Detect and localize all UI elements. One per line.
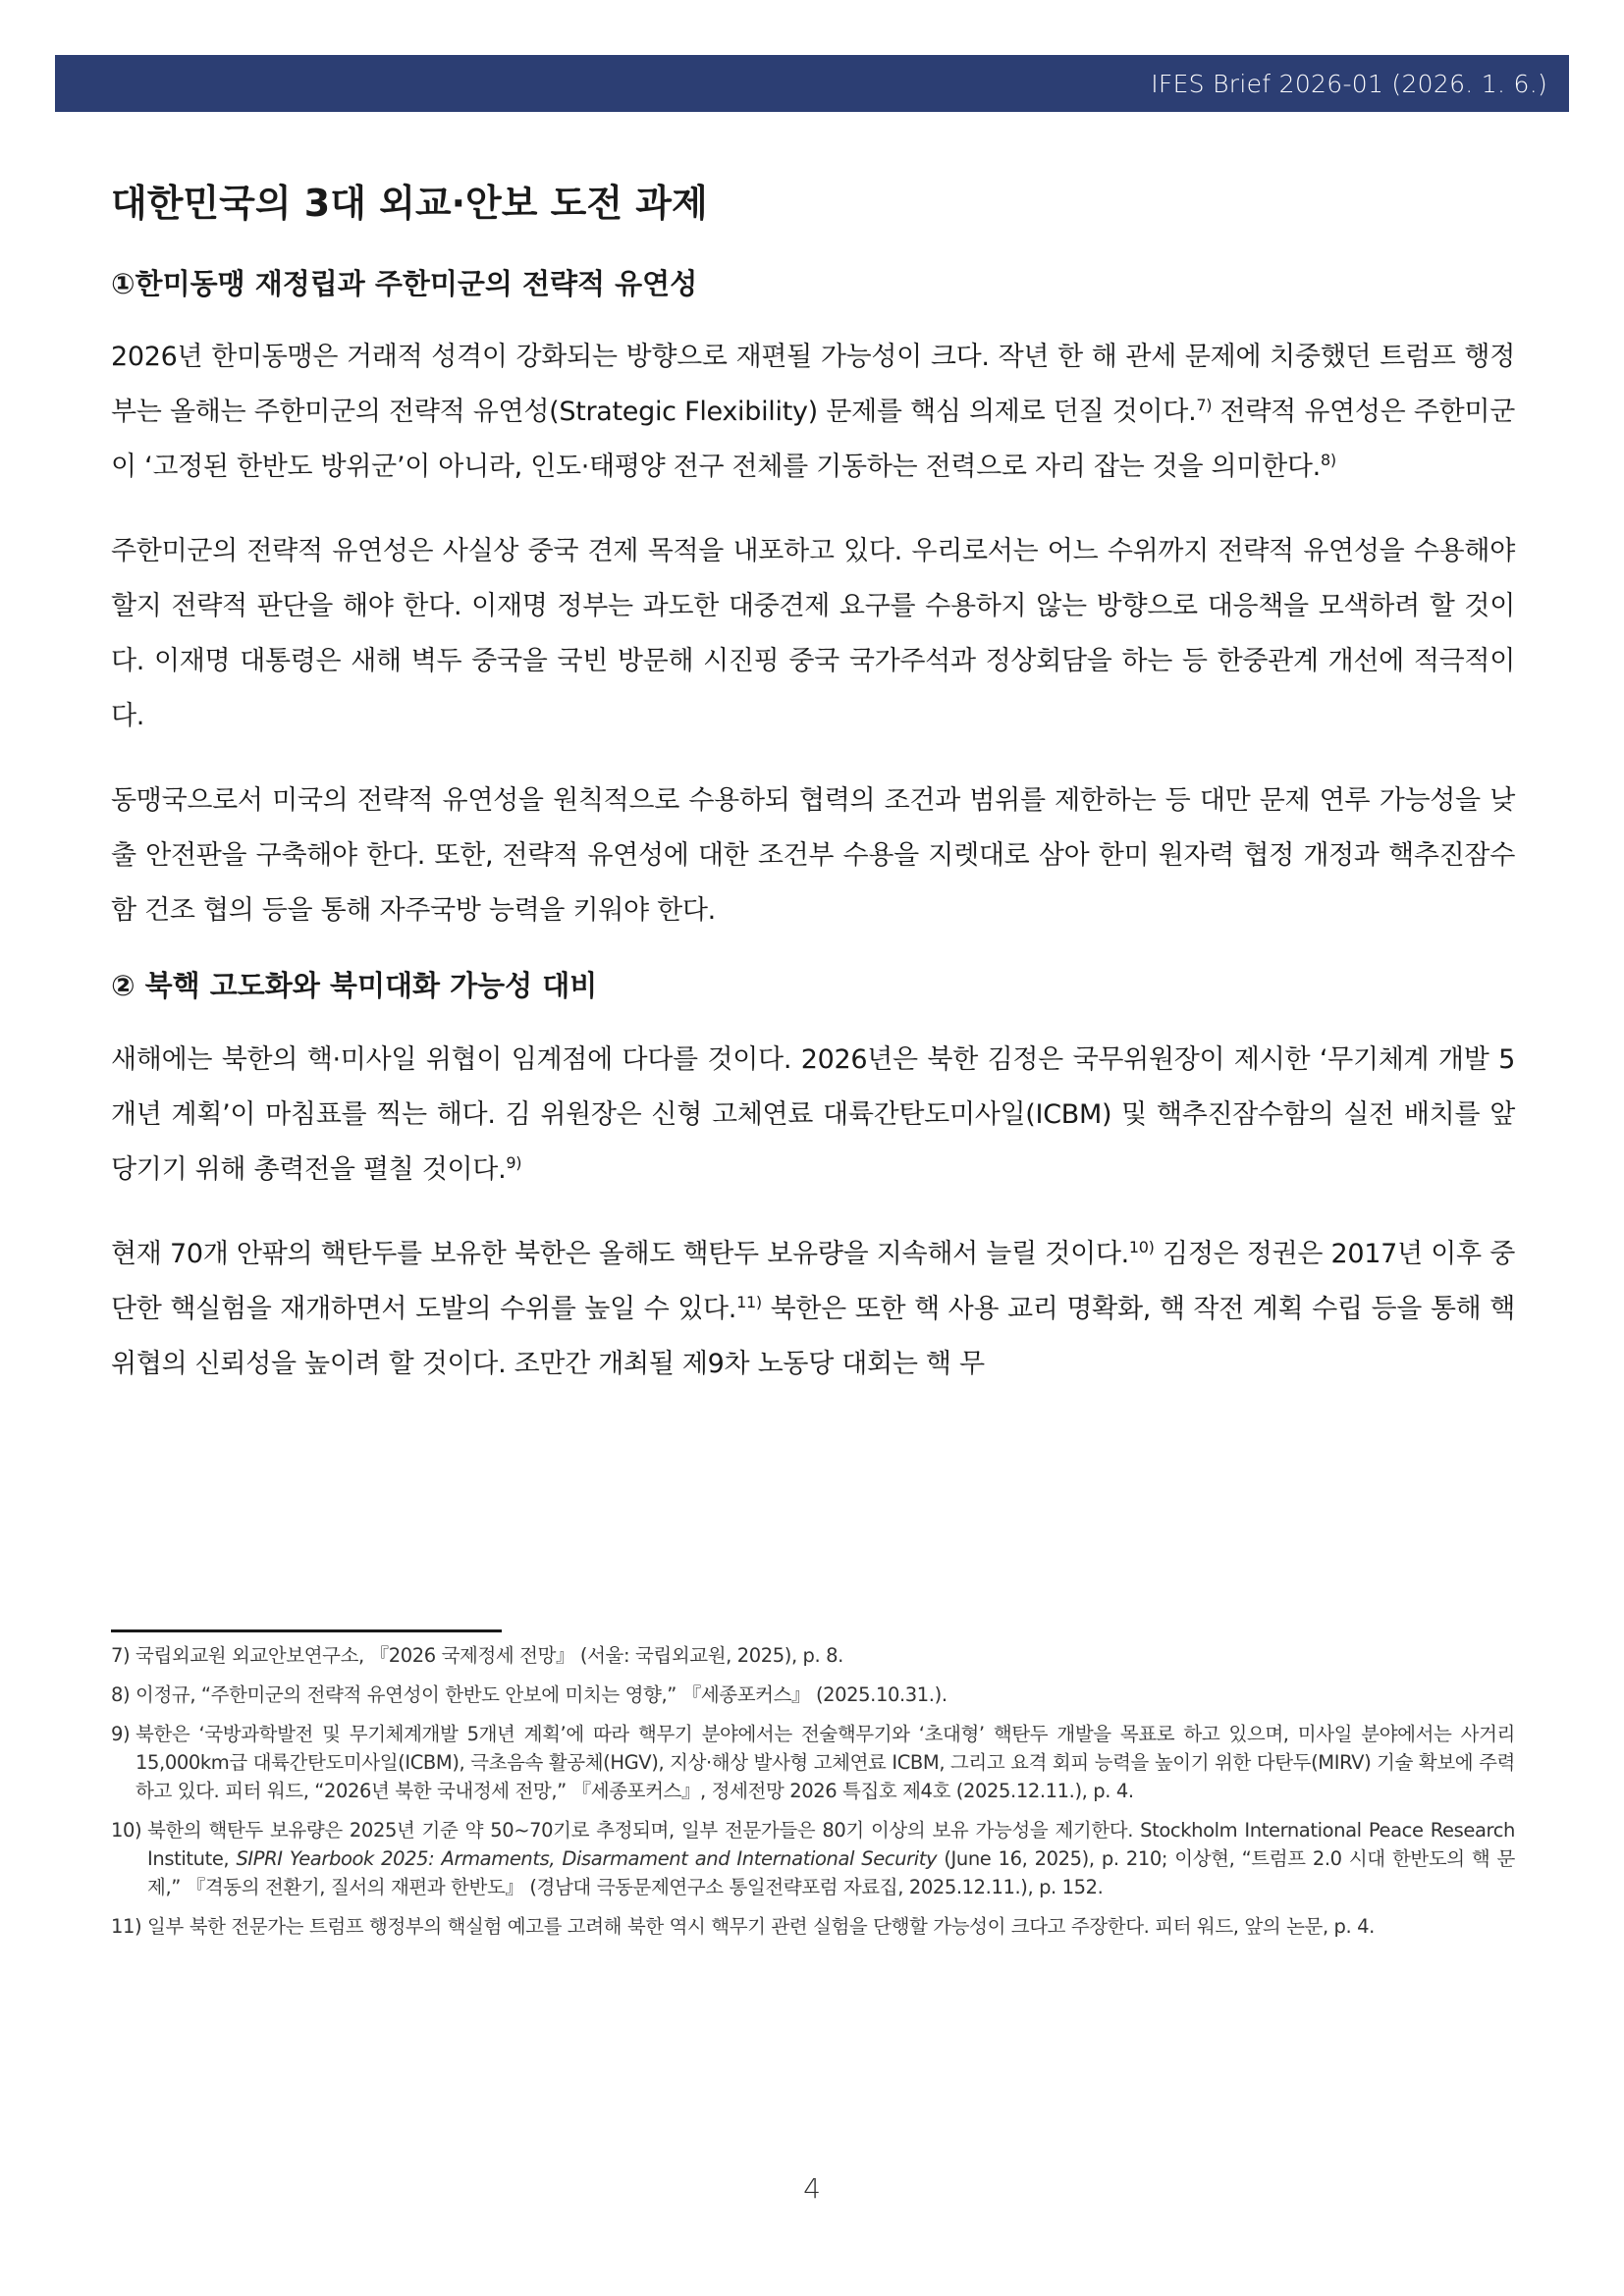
paragraph-text: 전략적 유연성은 주한미군이 ‘고정된 한반도 방위군’이 아니라, 인도·태평양 전구 전체를 기동하는 전력으로 자리 잡는 것을 의미한다. <box>111 397 1515 483</box>
page-heading: 대한민국의 3대 외교·안보 도전 과제 <box>111 182 708 225</box>
footnote-text-part: (June 16, 2025), p. 210; 이상현, “트럼프 2.0 시대 한반도의 핵 문제,” 『격동의 전환기, 질서의 재편과 한반도』 (경남대 극동문제연구소 통일전략포럼 자료집, 2025.12.11.), p. 152. <box>147 1847 1515 1898</box>
footnote-book-title: SIPRI Yearbook 2025: Armaments, Disarmament and International Security <box>236 1847 938 1870</box>
footnote-9 <box>111 1720 1515 1805</box>
header-bar <box>55 55 1569 112</box>
page-number: 4 <box>803 2172 821 2205</box>
footnote-ref: 8) <box>1320 451 1336 470</box>
paragraph: 주한미군의 전략적 유연성은 사실상 중국 견제 목적을 내포하고 있다. 우리로서는 어느 수위까지 전략적 유연성을 수용해야 할지 전략적 판단을 해야 한다. 이재명 정부는 과도한 대중견제 요구를 수용하지 않는 방향으로 대응책을 모색하려 할 것이다. 이재명 대통령은 새해 벽두 중국을 국빈 방문해 시진핑 중국 국가주석과 정상회담을 하는 등 한중관계 개선에 적극적이다. <box>111 536 1515 732</box>
footnote-number: 7) <box>111 1644 136 1667</box>
paragraph-text: 현재 70개 안팎의 핵탄두를 보유한 북한은 올해도 핵탄두 보유량을 지속해서 늘릴 것이다. <box>111 1238 1129 1269</box>
section-heading-alliance: ①한미동맹 재정립과 주한미군의 전략적 유연성 <box>111 266 698 300</box>
paragraph <box>111 330 1515 495</box>
footnote-8 <box>111 1681 1515 1709</box>
footnote-11 <box>111 1912 1515 1941</box>
brief-title: IFES Brief 2026-01 (2026. 1. 6.) <box>1151 69 1547 98</box>
footnote-number: 10) <box>111 1819 148 1842</box>
footnote-ref: 11) <box>736 1292 762 1311</box>
paragraph-text: 김정은 정권은 2017년 이후 중단한 핵실험을 재개하면서 도발의 수위를 높일 수 있다. <box>111 1238 1516 1324</box>
footnote-text <box>147 1816 1515 1901</box>
footnote-text: 국립외교원 외교안보연구소, 『2026 국제정세 전망』 (서울: 국립외교원, 2025), p. 8. <box>135 1644 843 1667</box>
footnote-text: 일부 북한 전문가는 트럼프 행정부의 핵실험 예고를 고려해 북한 역시 핵무기 관련 실험을 단행할 가능성이 크다고 주장한다. 피터 워드, 앞의 논문, p. 4. <box>147 1915 1375 1938</box>
paragraph: 동맹국으로서 미국의 전략적 유연성을 원칙적으로 수용하되 협력의 조건과 범위를 제한하는 등 대만 문제 연루 가능성을 낮출 안전판을 구축해야 한다. 또한, 전략적 유연성에 대한 조건부 수용을 지렛대로 삼아 한미 원자력 협정 개정과 핵추진잠수함 건조 협의 등을 통해 자주국방 능력을 키워야 한다. <box>111 785 1515 927</box>
paragraph-text: 북한은 또한 핵 사용 교리 명확화, 핵 작전 계획 수립 등을 통해 핵 위협의 신뢰성을 높이려 할 것이다. 조만간 개최될 제9차 노동당 대회는 핵 무 <box>111 1293 1515 1379</box>
paragraph-text: 새해에는 북한의 핵·미사일 위협이 임계점에 다다를 것이다. 2026년은 북한 김정은 국무위원장이 제시한 ‘무기체계 개발 5개년 계획’이 마침표를 찍는 해다. 김 위원장은 신형 고체연료 대륙간탄도미사일(ICBM) 및 핵추진잠수함의 실전 배치를 앞당기기 위해 총력전을 펼칠 것이다. <box>111 1043 1515 1185</box>
main-content <box>111 182 1515 1392</box>
footnotes <box>111 1641 1515 1951</box>
footnote-ref: 7) <box>1196 396 1213 415</box>
section-heading-nuclear: ② 북핵 고도화와 북미대화 가능성 대비 <box>111 969 598 1003</box>
footnote-text: 이정규, “주한미군의 전략적 유연성이 한반도 안보에 미치는 영향,” 『세종포커스』 (2025.10.31.). <box>135 1683 947 1706</box>
footnote-number: 9) <box>111 1723 136 1745</box>
footnote-divider <box>111 1629 502 1632</box>
footnote-ref: 9) <box>506 1152 522 1172</box>
paragraph-text: 2026년 한미동맹은 거래적 성격이 강화되는 방향으로 재편될 가능성이 크다. 작년 한 해 관세 문제에 치중했던 트럼프 행정부는 올해는 주한미군의 전략적 유연성(Strategic Flexibility) 문제를 핵심 의제로 던질 것이다. <box>111 342 1515 428</box>
footnote-ref: 10) <box>1128 1237 1155 1256</box>
footnote-number: 8) <box>111 1683 136 1706</box>
footnote-text: 북한은 ‘국방과학발전 및 무기체계개발 5개년 계획’에 따라 핵무기 분야에서는 전술핵무기와 ‘초대형’ 핵탄두 개발을 목표로 하고 있으며, 미사일 분야에서는 사거리 15,000km급 대륙간탄도미사일(ICBM), 극초음속 활공체(HGV), 지상·해상 발사형 고체연료 ICBM, 그리고 요격 회피 능력을 높이기 위한 다탄두(MIRV) 기술 확보에 주력하고 있다. 피터 워드, “2026년 북한 국내정세 전망,” 『세종포커스』, 정세전망 2026 특집호 제4호 (2025.12.11.), p. 4. <box>135 1723 1515 1802</box>
paragraph <box>111 1227 1515 1392</box>
footnote-7 <box>111 1641 1515 1670</box>
footnote-number: 11) <box>111 1915 148 1938</box>
footnote-text-part: 북한의 핵탄두 보유량은 2025년 기준 약 50~70기로 추정되며, 일부 전문가들은 80기 이상의 보유 가능성을 제기한다. Stockholm International Peace Research Institute, <box>147 1819 1515 1870</box>
footnote-10 <box>111 1816 1515 1901</box>
paragraph <box>111 1033 1515 1198</box>
